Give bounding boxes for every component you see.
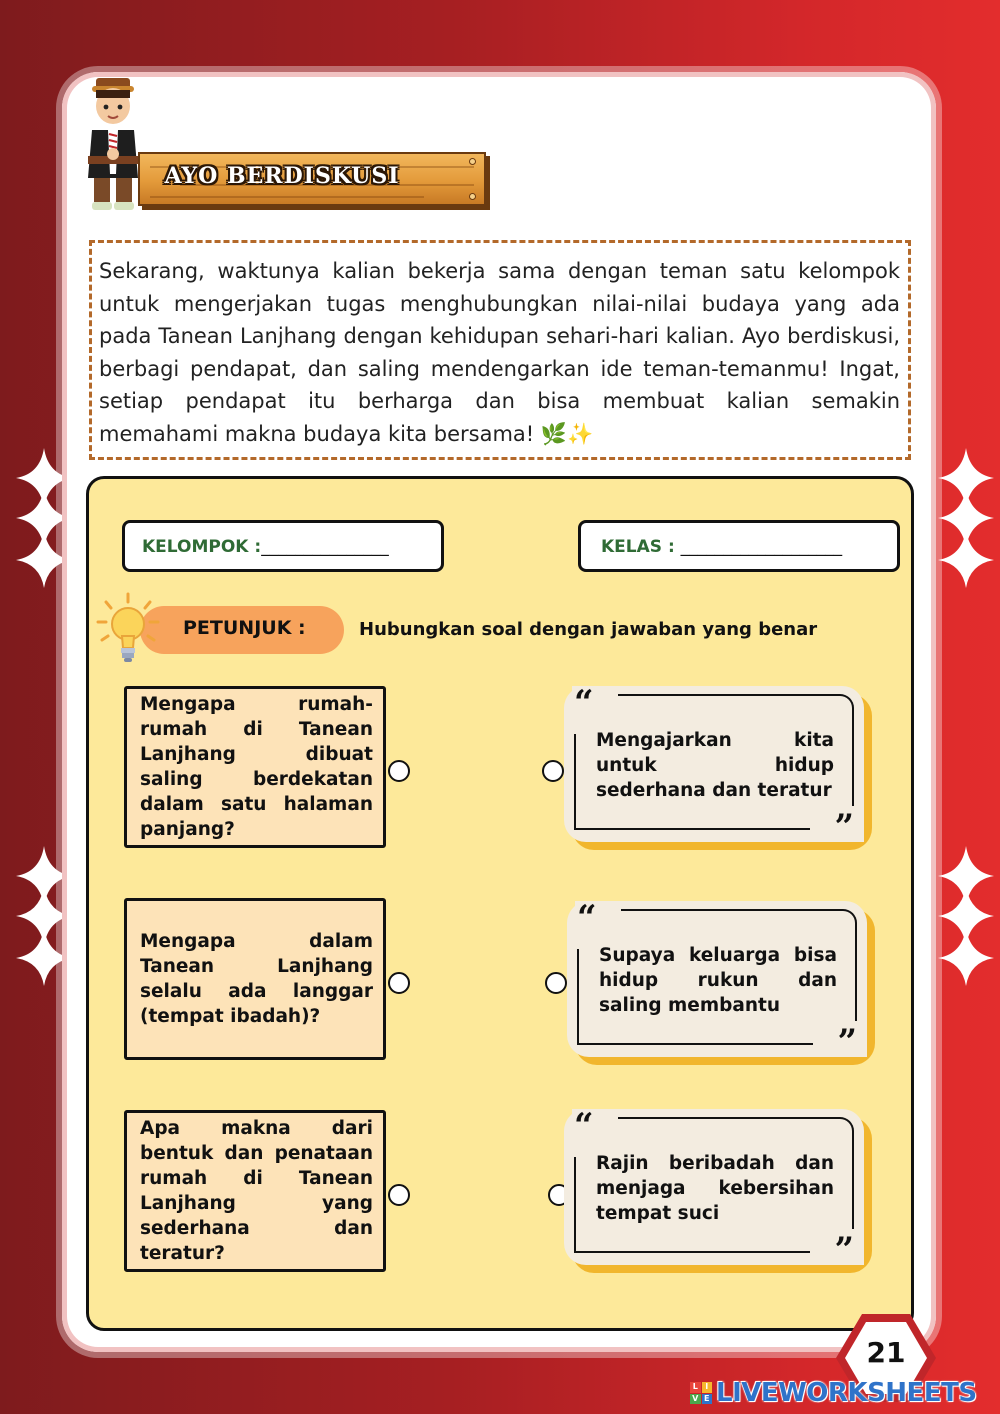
page-number: 21 (866, 1336, 906, 1369)
instruction-text: Hubungkan soal dengan jawaban yang benar (359, 619, 818, 640)
brand-text: LIVEWORKSHEETS (716, 1378, 977, 1408)
answer-connector-dot-1[interactable] (542, 760, 564, 782)
intro-paragraph: Sekarang, waktunya kalian bekerja sama dengan teman satu kelompok untuk mengerjakan tugas menghubungkan nilai-nilai budaya yang ada pada Tanean Lanjhang dengan kehidupan sehari-hari kalian. Ayo berdiskusi, berbagi pendapat, dan saling mendengarkan ide teman-temanmu! Ingat, setiap pendapat itu berharga dan bisa membuat kalian semakin memahami makna budaya kita bersama! 🌿✨ (89, 240, 911, 460)
kelompok-label: KELOMPOK : (142, 537, 262, 557)
lightbulb-icon (96, 592, 160, 668)
question-box-3 (124, 1110, 386, 1272)
answer-box-1 (564, 683, 864, 847)
question-text-3: Apa makna dari bentuk dan penataan rumah di Tanean Lanjhang yang sederhana dan teratur? (140, 1118, 373, 1264)
open-quote-icon: “ (574, 1106, 594, 1146)
page-title: AYO BERDISKUSI (164, 163, 400, 189)
kelas-label: KELAS : (601, 537, 675, 557)
open-quote-icon: “ (577, 898, 597, 938)
question-connector-dot-3[interactable] (388, 1184, 410, 1206)
question-box-1 (124, 686, 386, 848)
title-plank (138, 152, 486, 206)
sparkle-right-top-icon (936, 448, 996, 588)
question-box-2 (124, 898, 386, 1060)
answer-box-3 (564, 1106, 864, 1270)
close-quote-icon: ” (834, 807, 854, 847)
answer-text-1: Mengajarkan kita untuk hidup sederhana dan teratur (596, 730, 834, 801)
liveworksheets-logo-icon: L I V E (690, 1382, 712, 1404)
question-text-1: Mengapa rumah-rumah di Tanean Lanjhang dibuat saling berdekatan dalam satu halaman panjang? (140, 694, 373, 840)
open-quote-icon: “ (574, 683, 594, 723)
kelas-blank[interactable]: ___________________ (680, 537, 843, 557)
kelas-field[interactable] (578, 520, 900, 572)
kelompok-blank[interactable]: _______________ (261, 537, 389, 557)
close-quote-icon: ” (834, 1230, 854, 1270)
kelompok-field[interactable] (122, 520, 444, 572)
answer-box-2 (567, 898, 867, 1062)
question-connector-dot-2[interactable] (388, 972, 410, 994)
answer-connector-dot-2[interactable] (545, 972, 567, 994)
question-connector-dot-1[interactable] (388, 760, 410, 782)
answer-text-3: Rajin beribadah dan menjaga kebersihan tempat suci (596, 1153, 834, 1224)
petunjuk-label: PETUNJUK : (183, 617, 306, 639)
liveworksheets-logo (690, 1378, 977, 1408)
answer-text-2: Supaya keluarga bisa hidup rukun dan saling membantu (599, 945, 837, 1016)
close-quote-icon: ” (837, 1022, 857, 1062)
question-text-2: Mengapa dalam Tanean Lanjhang selalu ada langgar (tempat ibadah)? (140, 931, 373, 1027)
sparkle-right-bottom-icon (936, 846, 996, 986)
